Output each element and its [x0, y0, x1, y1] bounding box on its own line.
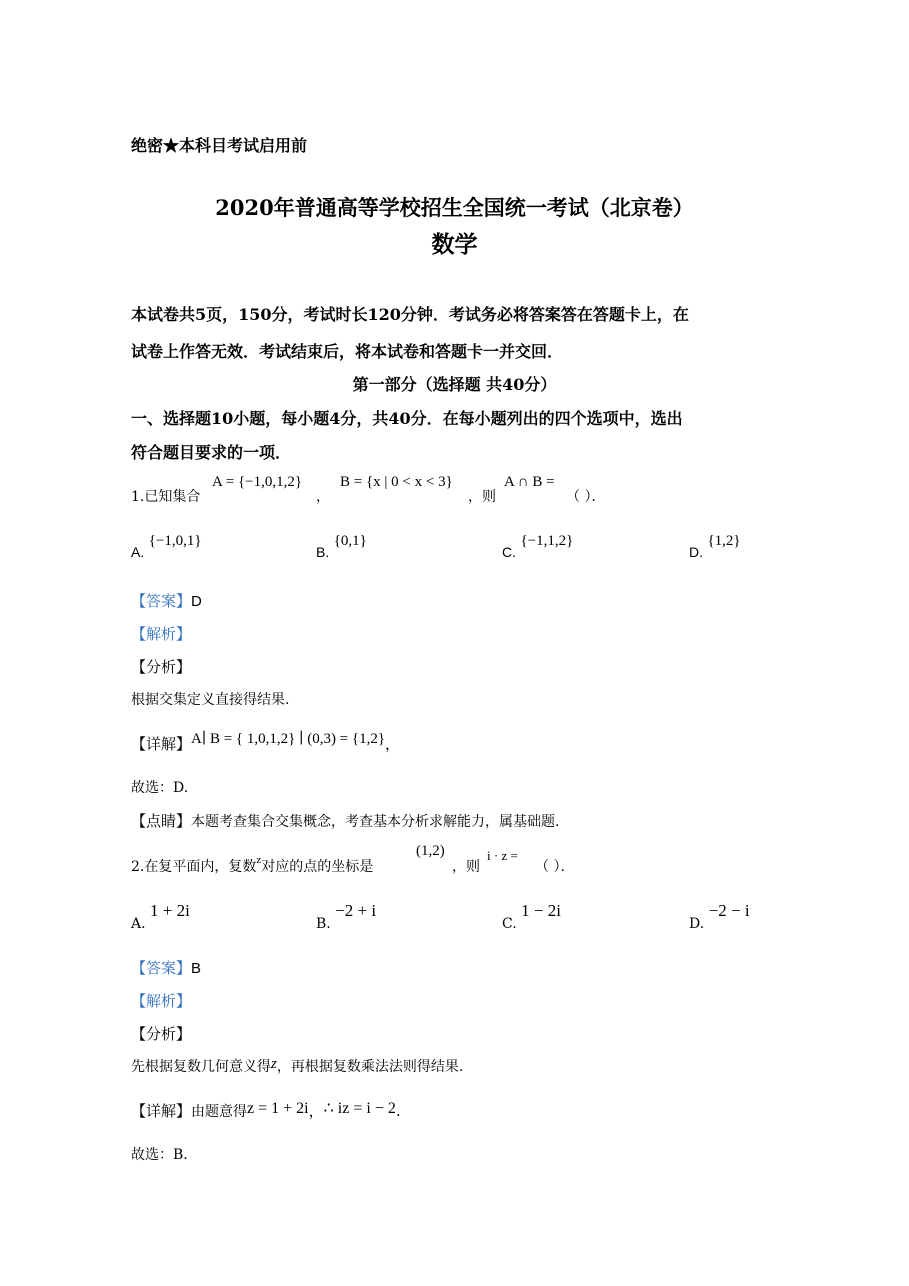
q1-analysis-tag: 【解析】	[131, 625, 192, 643]
option-value: {−1,1,2}	[520, 533, 574, 549]
option-letter: D.	[689, 544, 703, 560]
confidential-label: 绝密★本科目考试启用前	[131, 136, 308, 155]
q1-option-d	[689, 533, 741, 562]
q1-answer	[131, 590, 202, 611]
q2-stem	[131, 856, 373, 876]
detail-tag: 【详解】	[131, 1102, 192, 1120]
part1-instructions-2: 符合题目要求的一项．	[131, 443, 292, 462]
comment-text: 本题考查集合交集概念，考查基本分析求解能力，属基础题.	[191, 814, 560, 830]
option-letter: C.	[502, 544, 516, 560]
q2-analysis-tag: 【解析】	[131, 992, 192, 1010]
option-letter: D.	[689, 916, 705, 932]
q1-prefix: 1.已知集合	[131, 489, 201, 505]
comment-tag: 【点睛】	[131, 812, 192, 830]
option-letter: A.	[131, 916, 146, 932]
q2-answer	[131, 957, 201, 978]
q2-fenxi-text	[131, 1056, 463, 1076]
fenxi-text-a: 先根据复数几何意义得	[131, 1059, 271, 1075]
answer-value: D	[191, 593, 202, 610]
intro-line-1: 本试卷共5页，150分，考试时长120分钟．考试务必将答案答在答题卡上，在	[131, 305, 689, 324]
option-value: 1 − 2i	[521, 901, 561, 920]
option-letter: C.	[502, 916, 517, 932]
detail-math-1: z = 1 + 2i	[247, 1100, 309, 1117]
detail-math-2: ∴ iz = i − 2	[323, 1100, 396, 1117]
q2-mid: 对应的点的坐标是	[261, 859, 374, 875]
option-value: 1 + 2i	[150, 901, 190, 920]
q2-fenxi-tag: 【分析】	[131, 1025, 192, 1043]
q2-blank: （ ）．	[535, 859, 575, 875]
answer-tag: 【答案】	[131, 592, 192, 610]
q1-set-a: A = {−1,0,1,2}	[212, 474, 303, 490]
fenxi-z: z	[271, 1056, 277, 1072]
detail-math: A∣ B = { 1,0,1,2} ∣ (0,3) = {1,2}	[191, 731, 386, 747]
q1-detail	[131, 733, 400, 754]
q1-expression: A ∩ B =	[504, 474, 555, 490]
option-value: {1,2}	[707, 533, 741, 549]
option-letter: A.	[131, 544, 145, 560]
q1-option-b	[316, 533, 367, 562]
q1-fenxi-tag: 【分析】	[131, 658, 192, 676]
q2-option-b	[316, 901, 377, 933]
q1-option-a	[131, 533, 202, 562]
q2-option-c	[502, 901, 561, 933]
q1-set-b: B = {x | 0 < x < 3}	[340, 474, 453, 490]
detail-end: .	[395, 1102, 401, 1120]
q2-option-d	[689, 901, 750, 933]
q1-choose: 故选：D.	[131, 780, 189, 796]
fenxi-text-b: ，再根据复数乘法法则得结果.	[276, 1059, 464, 1075]
q1-blank: （ ）．	[566, 489, 606, 505]
option-value: −2 − i	[708, 901, 750, 920]
q2-then: ，则	[452, 859, 480, 875]
detail-text: 由题意得	[191, 1104, 248, 1120]
part1-instructions-1: 一、选择题10小题，每小题4分，共40分．在每小题列出的四个选项中，选出	[131, 409, 683, 428]
q2-choose: 故选：B.	[131, 1147, 188, 1163]
q1-then: ，则	[468, 489, 496, 505]
q2-detail	[131, 1100, 401, 1121]
intro-line-2: 试卷上作答无效．考试结束后，将本试卷和答题卡一并交回．	[131, 342, 564, 361]
part1-heading: 第一部分（选择题 共40分）	[352, 375, 557, 394]
q2-expression: i · z =	[487, 848, 518, 863]
subject-title: 数学	[431, 231, 478, 258]
option-value: −2 + i	[335, 901, 377, 920]
q2-prefix: 2.在复平面内，复数	[131, 859, 257, 875]
detail-tag: 【详解】	[131, 735, 192, 753]
detail-end: ，	[385, 735, 401, 753]
option-letter: B.	[316, 544, 330, 560]
q1-fenxi-text: 根据交集定义直接得结果.	[131, 692, 290, 708]
exam-title: 2020年普通高等学校招生全国统一考试（北京卷）	[215, 195, 694, 220]
answer-tag: 【答案】	[131, 959, 192, 977]
option-value: {0,1}	[333, 533, 367, 549]
detail-comma: ，	[308, 1102, 324, 1120]
q1-comma: ，	[316, 489, 330, 505]
q2-point: (1,2)	[416, 843, 445, 859]
q1-comment	[131, 810, 559, 831]
q1-option-c	[502, 533, 574, 562]
q2-z: z	[256, 854, 262, 866]
option-letter: B.	[316, 916, 331, 932]
answer-value: B	[191, 960, 202, 977]
q2-option-a	[131, 901, 190, 933]
option-value: {−1,0,1}	[148, 533, 202, 549]
